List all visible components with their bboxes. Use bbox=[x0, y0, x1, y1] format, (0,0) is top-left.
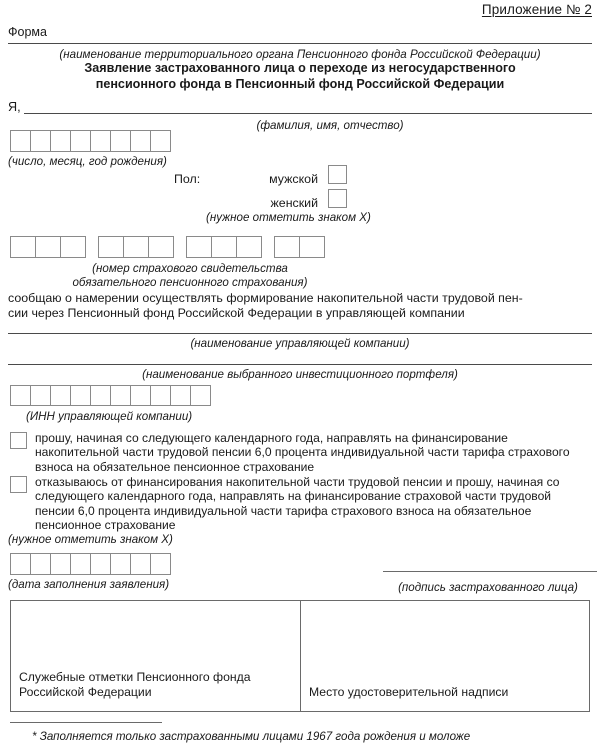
input-cell[interactable] bbox=[190, 385, 211, 406]
gender-male-checkbox[interactable] bbox=[328, 165, 347, 184]
fill-date-cells[interactable] bbox=[10, 553, 171, 575]
ya-label: Я, bbox=[8, 100, 21, 114]
input-cell[interactable] bbox=[211, 236, 237, 258]
input-cell[interactable] bbox=[98, 236, 124, 258]
input-cell[interactable] bbox=[10, 385, 31, 406]
birth-date-cells[interactable] bbox=[10, 130, 171, 152]
input-cell[interactable] bbox=[110, 385, 131, 406]
company-name-rule bbox=[8, 333, 592, 334]
input-cell[interactable] bbox=[30, 385, 51, 406]
input-cell[interactable] bbox=[30, 553, 51, 575]
org-name-caption-text: (наименование территориального органа Пенсионного фонда Российской Федерации) bbox=[59, 48, 541, 61]
company-name-caption: (наименование управляющей компании) bbox=[190, 337, 410, 350]
input-cell[interactable] bbox=[90, 553, 111, 575]
certification-cell bbox=[301, 601, 589, 711]
input-cell[interactable] bbox=[150, 130, 171, 152]
fio-caption-text: (фамилия, имя, отчество) bbox=[256, 119, 404, 132]
input-cell[interactable] bbox=[130, 130, 151, 152]
input-cell[interactable] bbox=[130, 553, 151, 575]
certification-text: Место удостоверительной надписи bbox=[309, 684, 509, 699]
snils-caption-line-2: обязательного пенсионного страхования) bbox=[72, 276, 308, 289]
gender-mark-caption: (нужное отметить знаком Х) bbox=[206, 211, 371, 224]
option-transfer-text: прошу, начиная со следующего календарного года, направлять на финансирование накопительной части трудовой пенсии 6,0 процента индивидуальной части тарифа страхового взноса на обязательное пенсионное страхование bbox=[35, 431, 570, 474]
fio-caption bbox=[180, 116, 480, 134]
fill-date-caption: (дата заполнения заявления) bbox=[8, 578, 170, 591]
option-refuse-checkbox[interactable] bbox=[10, 476, 27, 493]
input-cell[interactable] bbox=[70, 385, 91, 406]
official-marks-cell bbox=[11, 601, 301, 711]
appendix-number: Приложение № 2 bbox=[481, 2, 592, 17]
snils-caption-2 bbox=[0, 273, 380, 291]
signature-rule bbox=[383, 571, 597, 572]
option-refuse-text: отказываюсь от финансирования накопительной части трудовой пенсии и прошу, начиная со следующего календарного года, направлять на финансирование страховой части трудовой пенсии 6,0 процента индивидуальной части тарифа страхового взноса на обязательное пенсионное страхование bbox=[35, 475, 560, 532]
page-title bbox=[0, 61, 600, 92]
snils-group[interactable] bbox=[274, 236, 325, 258]
input-cell[interactable] bbox=[70, 130, 91, 152]
official-marks-text: Служебные отметки Пенсионного фонда Российской Федерации bbox=[19, 670, 251, 699]
page-title-line-1: Заявление застрахованного лица о переходе из негосударственного bbox=[84, 61, 516, 75]
input-cell[interactable] bbox=[10, 236, 36, 258]
input-cell[interactable] bbox=[90, 385, 111, 406]
statement-line-1: сообщаю о намерении осуществлять формирование накопительной части трудовой пен- bbox=[8, 291, 523, 305]
inn-cells[interactable] bbox=[10, 385, 211, 406]
footnote-rule bbox=[10, 722, 162, 723]
snils-group[interactable] bbox=[186, 236, 262, 258]
input-cell[interactable] bbox=[274, 236, 300, 258]
birth-date-caption: (число, месяц, год рождения) bbox=[8, 155, 167, 168]
input-cell[interactable] bbox=[90, 130, 111, 152]
form-label: Форма bbox=[8, 25, 47, 39]
input-cell[interactable] bbox=[30, 130, 51, 152]
snils-group[interactable] bbox=[98, 236, 174, 258]
inn-caption: (ИНН управляющей компании) bbox=[26, 410, 193, 423]
input-cell[interactable] bbox=[110, 553, 131, 575]
input-cell[interactable] bbox=[110, 130, 131, 152]
page-title-line-2: пенсионного фонда в Пенсионный фонд Российской Федерации bbox=[95, 76, 505, 91]
options-mark-caption: (нужное отметить знаком Х) bbox=[8, 533, 173, 546]
input-cell[interactable] bbox=[299, 236, 325, 258]
fio-rule bbox=[24, 113, 592, 114]
portfolio-caption: (наименование выбранного инвестиционного портфеля) bbox=[142, 368, 458, 381]
input-cell[interactable] bbox=[50, 130, 71, 152]
input-cell[interactable] bbox=[170, 385, 191, 406]
input-cell[interactable] bbox=[148, 236, 174, 258]
gender-male-label: мужской bbox=[269, 172, 318, 186]
input-cell[interactable] bbox=[50, 553, 71, 575]
signature-caption-text: (подпись застрахованного лица) bbox=[398, 581, 578, 594]
input-cell[interactable] bbox=[70, 553, 91, 575]
portfolio-rule bbox=[8, 364, 592, 365]
input-cell[interactable] bbox=[50, 385, 71, 406]
input-cell[interactable] bbox=[236, 236, 262, 258]
input-cell[interactable] bbox=[10, 553, 31, 575]
input-cell[interactable] bbox=[150, 385, 171, 406]
signature-caption bbox=[378, 578, 598, 596]
gender-female-label: женский bbox=[270, 196, 318, 210]
official-marks-table bbox=[10, 600, 590, 712]
org-name-rule bbox=[8, 43, 592, 44]
input-cell[interactable] bbox=[60, 236, 86, 258]
statement-line-2: сии через Пенсионный фонд Российской Федерации в управляющей компании bbox=[8, 306, 465, 320]
snils-number-cells[interactable] bbox=[10, 236, 325, 258]
gender-label: Пол: bbox=[174, 172, 201, 186]
gender-female-checkbox[interactable] bbox=[328, 189, 347, 208]
footnote-text: * Заполняется только застрахованными лицами 1967 года рождения и моложе bbox=[32, 730, 471, 743]
input-cell[interactable] bbox=[123, 236, 149, 258]
snils-caption-line-1: (номер страхового свидетельства bbox=[92, 262, 288, 275]
input-cell[interactable] bbox=[10, 130, 31, 152]
input-cell[interactable] bbox=[130, 385, 151, 406]
input-cell[interactable] bbox=[186, 236, 212, 258]
snils-group[interactable] bbox=[10, 236, 86, 258]
input-cell[interactable] bbox=[150, 553, 171, 575]
input-cell[interactable] bbox=[35, 236, 61, 258]
option-transfer-checkbox[interactable] bbox=[10, 432, 27, 449]
